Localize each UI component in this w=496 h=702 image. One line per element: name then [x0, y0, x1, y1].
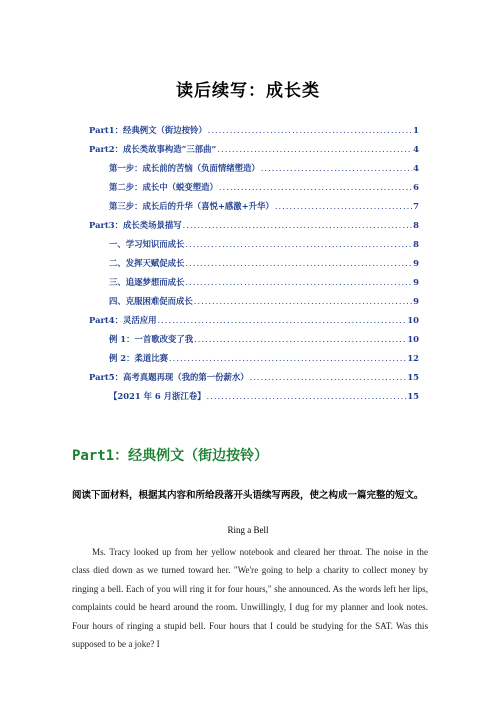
toc-page-number: 7	[413, 201, 419, 211]
toc-page-number: 9	[413, 296, 419, 306]
toc-leader-dots	[250, 372, 407, 382]
toc-page-number: 9	[413, 258, 419, 268]
toc-entry-label: Part1：经典例文（街边按铃）	[89, 125, 207, 135]
toc-page-number: 10	[407, 315, 419, 325]
toc-page-number: 6	[413, 182, 419, 192]
toc-entry-label: 【2021 年 6 月浙江卷】	[109, 391, 206, 401]
toc-entry-label: Part3：成长类场景描写	[89, 220, 182, 230]
toc-leader-dots	[194, 334, 406, 344]
toc-page-number: 15	[407, 372, 419, 382]
toc-entry-part5[interactable]	[89, 371, 419, 390]
section-heading: Part1：经典例文（街边按铃）	[72, 448, 269, 464]
toc-entry-section3[interactable]	[89, 276, 419, 295]
story-body	[72, 543, 428, 653]
toc-leader-dots	[219, 182, 412, 192]
table-of-contents	[89, 124, 419, 409]
toc-entry-example1[interactable]	[89, 333, 419, 352]
toc-entry-section4[interactable]	[89, 295, 419, 314]
toc-entry-label: 四、克服困难促而成长	[109, 296, 193, 306]
toc-entry-label: 例 2：柔道比赛	[109, 353, 168, 363]
toc-entry-section2[interactable]	[89, 257, 419, 276]
toc-leader-dots	[183, 220, 413, 230]
toc-leader-dots	[217, 144, 412, 154]
toc-entry-label: Part2：成长类故事构造“三部曲”	[89, 144, 217, 154]
toc-entry-label: 第二步：成长中（蜕变塑造）	[109, 182, 218, 192]
task-instruction: 阅读下面材料，根据其内容和所给段落开头语续写两段，使之构成一篇完整的短文。	[72, 490, 424, 501]
toc-page-number: 15	[407, 391, 419, 401]
toc-leader-dots	[208, 125, 412, 135]
toc-page-number: 8	[413, 239, 419, 249]
toc-page-number: 4	[413, 144, 419, 154]
toc-entry-label: Part4：灵活应用	[89, 315, 157, 325]
toc-entry-example2[interactable]	[89, 352, 419, 371]
toc-entry-section1[interactable]	[89, 238, 419, 257]
toc-leader-dots	[157, 315, 406, 325]
toc-entry-label: 三、追逐梦想而成长	[109, 277, 185, 287]
toc-page-number: 1	[413, 125, 419, 135]
toc-page-number: 4	[413, 163, 419, 173]
toc-leader-dots	[185, 277, 412, 287]
toc-leader-dots	[261, 163, 412, 173]
story-title: Ring a Bell	[227, 525, 269, 535]
toc-entry-label: Part5：高考真题再现（我的第一份薪水）	[89, 372, 249, 382]
toc-leader-dots	[207, 391, 407, 401]
toc-entry-part3[interactable]	[89, 219, 419, 238]
toc-leader-dots	[169, 353, 406, 363]
toc-entry-part4[interactable]	[89, 314, 419, 333]
toc-entry-part1[interactable]	[89, 124, 419, 143]
toc-entry-step2[interactable]	[89, 181, 419, 200]
toc-entry-step1[interactable]	[89, 162, 419, 181]
toc-page-number: 9	[413, 277, 419, 287]
toc-page-number: 8	[413, 220, 419, 230]
toc-entry-label: 第一步：成长前的苦恼（负面情绪塑造）	[109, 163, 260, 173]
toc-page-number: 12	[407, 353, 419, 363]
toc-leader-dots	[185, 258, 412, 268]
toc-page-number: 10	[407, 334, 419, 344]
page-title: 读后续写：成长类	[176, 81, 320, 101]
toc-leader-dots	[194, 296, 412, 306]
toc-leader-dots	[275, 201, 412, 211]
toc-entry-exam[interactable]	[89, 390, 419, 409]
toc-entry-label: 一、学习知识而成长	[109, 239, 185, 249]
toc-entry-part2[interactable]	[89, 143, 419, 162]
toc-entry-label: 例 1：一首歌改变了我	[109, 334, 194, 344]
story-paragraph: Ms. Tracy looked up from her yellow notebook and cleared her throat. The noise in the class died down as we turned toward her. "We're going to help a charity to collect money by ringing a bell. Each of you will ring it for four hours," she announced. As the words left her lips, complaints could be heard around the room. Unwillingly, I dug for my planner and look notes. Four hours of ringing a stupid bell. Four hours that I could be studying for the SAT. Was this supposed to be a joke? I	[72, 547, 428, 650]
toc-entry-label: 二、发挥天赋促成长	[109, 258, 185, 268]
toc-entry-step3[interactable]	[89, 200, 419, 219]
toc-leader-dots	[185, 239, 412, 249]
toc-entry-label: 第三步：成长后的升华（喜悦+感激+升华）	[109, 201, 274, 211]
